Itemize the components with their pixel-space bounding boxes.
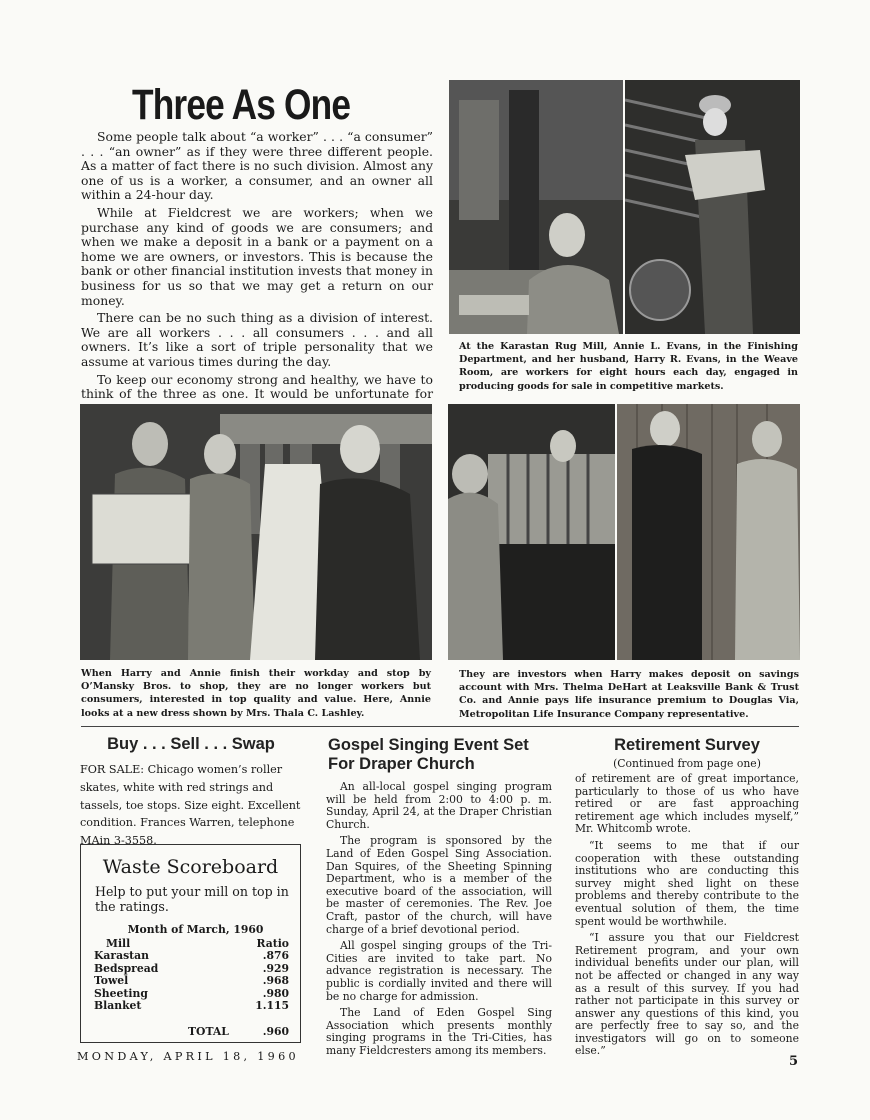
photo-insurance-premium — [617, 404, 800, 660]
caption-investors: They are investors when Harry makes deposit on savings account with Mrs. Thelma DeHart at Leaksville Bank & Trust Co. and Annie pays life insurance premium to Douglas Via, Metropolitan Life Insurance Company representative. — [459, 669, 799, 720]
table-row — [94, 963, 289, 975]
photo-shopping-omansky-bros — [80, 404, 432, 660]
mill-name: Sheeting — [94, 987, 148, 1000]
retirement-paragraph: “I assure you that our Fieldcrest Retirement program, and your own individual benefits under our plan, will not be affected or changed in any way as a result of this survey. If you had rather not participate in this survey or answer any questions of this kind, you are perfectly free to say so, and the investigators will go on to someone else.” — [575, 931, 799, 1058]
retirement-article — [575, 773, 799, 1062]
waste-scoreboard-title: Waste Scoreboard — [102, 856, 279, 878]
mill-name: Bedspread — [94, 962, 159, 975]
column-header-mill: Mill — [106, 937, 131, 950]
intro-paragraph: To keep our economy strong and healthy, we have to think of the three as one. It would be unfortunate for — [81, 371, 433, 402]
gospel-heading: Gospel Singing Event Set For Draper Church — [328, 736, 529, 773]
table-row — [94, 950, 289, 962]
gospel-paragraph: An all-local gospel singing program will be held from 2:00 to 4:00 p. m. Sunday, April 24, at the Draper Christian Church. — [326, 780, 552, 831]
intro-paragraph: Some people talk about “a worker” . . . “a consumer” . . . “an owner” as if they were three different people. As a matter of fact there is no such division. Almost any one of us is a worker, a consumer, and an owner all within a 24-hour day. — [81, 129, 433, 203]
total-label: TOTAL — [188, 1025, 229, 1039]
mill-ratio: .968 — [262, 974, 289, 988]
mill-name: Karastan — [94, 950, 149, 963]
mill-ratio: 1.115 — [255, 999, 289, 1013]
caption-workers: At the Karastan Rug Mill, Annie L. Evans, in the Finishing Department, and her husband, Harry R. Evans, in the Weave Room, are workers for eight hours each day, engaged in producing goods for sale in competitive markets. — [459, 341, 798, 392]
waste-scoreboard-subtitle: Help to put your mill on top in the ratings. — [95, 884, 289, 914]
mill-ratio: .876 — [262, 949, 289, 963]
waste-scoreboard-month: Month of March, 1960 — [127, 923, 264, 936]
total-row — [94, 1012, 289, 1038]
gospel-paragraph: All gospel singing groups of the Tri-Cities are invited to take part. No advance registration is necessary. The public is cordially invited and there will be no charge for admission. — [326, 939, 552, 1003]
buy-sell-swap-heading: Buy . . . Sell . . . Swap — [107, 735, 275, 753]
photo-bank-deposit — [448, 404, 615, 660]
photo-annie-finishing-department — [449, 80, 623, 334]
issue-date: MONDAY, APRIL 18, 1960 — [77, 1050, 299, 1063]
retirement-paragraph: of retirement are of great importance, particularly to those of us who have retired or are fast approaching retirement age which includes myself,” Mr. Whitcomb wrote. — [575, 772, 799, 836]
total-value: .960 — [262, 1025, 289, 1039]
article-title: Three As One — [132, 81, 351, 129]
intro-text — [81, 130, 433, 419]
intro-paragraph: While at Fieldcrest we are workers; when we purchase any kind of goods we are consumers; and when we make a deposit in a bank or a payment on a home we are owners, or investors. This is because the bank or other financial institution invests that money in business for us so that we may get a return on our money. — [81, 204, 433, 308]
waste-scoreboard-box — [80, 844, 301, 1043]
mill-name: Blanket — [94, 1000, 142, 1013]
retirement-paragraph: “It seems to me that if our cooperation with these outstanding institutions who are conducting this survey might shed light on these problems and thereby contribute to the eventual solution of them, the time spent would be worthwhile. — [575, 838, 799, 928]
photo-harry-weave-room — [625, 80, 800, 334]
section-divider — [81, 726, 799, 727]
waste-scoreboard-table — [94, 938, 289, 1039]
gospel-paragraph: The program is sponsored by the Land of Eden Gospel Sing Association. Dan Squires, of the Sheeting Spinning Department, who is a member of the executive board of the association, will be master of ceremonies. The Rev. Joe Craft, pastor of the church, will have charge of a brief devotional period. — [326, 834, 552, 936]
table-row — [94, 1000, 289, 1012]
caption-consumers: When Harry and Annie finish their workday and stop by O’Mansky Bros. to shop, they are no longer workers but consumers, interested in top quality and value. Here, Annie looks at a new dress shown by Mrs. Thala C. Lashley. — [81, 668, 431, 719]
retirement-heading: Retirement Survey — [614, 736, 760, 754]
retirement-continued-note: (Continued from page one) — [613, 757, 761, 770]
page-number: 5 — [789, 1054, 799, 1069]
table-row — [94, 975, 289, 987]
mill-name: Towel — [94, 975, 129, 988]
mill-ratio: .980 — [262, 986, 289, 1000]
intro-paragraph: There can be no such thing as a division of interest. We are all workers . . . all consumers . . . and all owners. It’s like a sort of triple personality that we assume at various times during the day. — [81, 310, 433, 369]
gospel-article — [326, 781, 552, 1061]
buy-sell-swap-text: FOR SALE: Chicago women’s roller skates, white with red strings and tassels, toe stops. Size eight. Excellent condition. Frances Warren, telephone MAin 3-3558. — [80, 763, 301, 848]
column-header-ratio: Ratio — [256, 937, 289, 950]
gospel-paragraph: The Land of Eden Gospel Sing Association which presents monthly singing programs in the Tri-Cities, has many Fieldcresters among its members. — [326, 1006, 552, 1057]
table-header-row — [94, 938, 289, 950]
mill-ratio: .929 — [262, 961, 289, 975]
